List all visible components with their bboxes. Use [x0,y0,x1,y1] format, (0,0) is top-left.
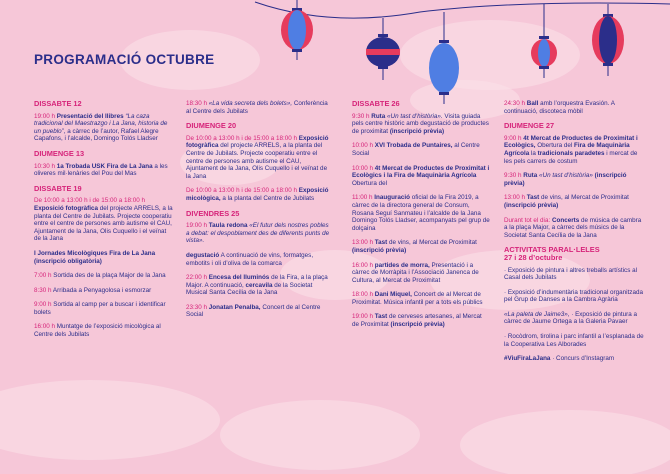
event-item [504,289,644,304]
event-time: 11:00 h [352,194,373,202]
event-item [352,142,490,157]
event-highlight: XVI Trobada de Puntaires, [374,142,453,150]
event-item [34,301,174,316]
event-text: Obertura del [537,142,573,150]
event-time: 19:00 h [34,112,56,120]
event-text: a càrrec de Jaume Ortega a la Galeria Pavaer [504,310,638,326]
event-text: al Centre dels Jubilats [186,107,248,115]
event-highlight: Ruta [371,112,386,120]
event-text: Visita guiada pels centre històric amb degustació de productes de proximitat [352,112,489,135]
event-item [34,163,174,178]
event-highlight: (inscripció prèvia) [390,321,445,329]
event-item [504,333,644,348]
event-text: de vins, al Mercat de Proximitat [541,194,629,202]
event-highlight: (inscripció prèvia) [504,201,559,209]
event-time: 24:30 h [504,100,526,107]
event-highlight: Ruta [523,172,538,180]
event-item [186,252,331,267]
event-item [352,239,490,254]
event-quote: «Un tast d’història». [387,112,443,120]
event-text: de vins, formatges, embotits i oli d’oliva de la comarca [186,251,314,267]
event-time: 22:00 h [186,274,208,282]
column-1 [34,100,174,346]
event-text: del projecte ARRELS, a la planta del Centre de Jubilats. Projecte cooperatiu entre el centre de persones amb autisme el CAU, Ajuntament de la Jana, Olis Cuquello i el veïnat de la Jana [34,204,173,243]
event-item [504,194,644,209]
page-title: PROGRAMACIÓ OCTUBRE [34,52,215,67]
event-item [504,311,644,326]
column-3 [352,100,490,336]
event-text: del projecte ARRELS, a la planta del Centre de Jubilats. Projecte cooperatiu entre el centre de persones amb autisme el CAU, Ajuntament de la Jana, Olis Cuquello i el veïnat de la Jana [186,142,328,180]
event-time: De 10:00 a 13:00 h i de 15:00 a 18:00 h [186,187,297,195]
event-highlight: 1a Trobada USK Fira de La Jana [56,162,153,170]
event-item [504,355,644,363]
event-text: amb l’orquestra Evasión. A continuació, discoteca mòbil [504,100,615,115]
event-highlight: Presentació del llibres [56,112,124,120]
day-heading: ACTIVITATS PARAL·LELES [504,245,600,255]
event-item [504,135,644,165]
event-item [34,272,174,280]
event-item [504,267,644,282]
event-text: al Centre Social [186,303,321,319]
event-highlight: Exposició micològica, [186,187,329,202]
event-item [504,217,644,240]
event-time: 23:30 h [186,303,208,311]
event-text: Sortida al camp per a buscar i identificar bolets [34,301,166,316]
event-text: al Centre Social [352,142,480,157]
event-text: A continuació [220,251,259,259]
day-heading: DISSABTE 26 [352,99,400,108]
event-text: de música de cambra a la plaça Major, a càrrec dels músics de la Societat Santa Cecília de la Jana [504,216,642,239]
event-quote: «La vida secreta dels bolets», [208,100,293,107]
event-time: 19:00 h [352,313,374,321]
event-item [504,172,644,187]
event-text: pels carrers de costum [513,157,578,165]
event-text: · Exposició d’indumentària tradicional organitzada pel Grup de Danses a la Cambra Agrària [504,288,643,304]
event-time: 19:00 h [186,222,208,230]
event-text: i mercat de les [504,149,638,165]
event-text: · Exposició de pintura i altres treballs artístics al Casal dels Jubilats [504,266,637,282]
event-time: 8:30 h [34,286,52,294]
event-highlight: degustació [186,251,220,259]
event-time: 13:00 h [352,239,374,247]
event-item [504,100,644,115]
event-time: 10:30 h [34,162,56,170]
event-time: 18:30 h [186,100,208,107]
event-time: Durant tot el dia: [504,216,551,224]
event-time: 13:00 h [504,194,526,202]
day-heading: DIUMENGE 13 [34,148,85,158]
event-highlight: Exposició fotogràfica [186,134,329,150]
event-item [186,274,331,297]
event-text: a la planta del Centre de Jubilats [222,194,315,202]
event-text: · Concurs d’Instagram [552,355,615,363]
event-text: de vins, al Mercat de Proximitat [389,239,477,247]
event-time: 16:00 h [34,323,56,331]
event-quote: «Un tast d’història» [539,172,593,180]
event-text: al Mercat de Proximitat. Música infantil per a tots els públics [352,291,483,306]
event-time: 9:00 h [504,134,522,142]
event-highlight: (inscripció prèvia) [504,172,627,187]
event-item [352,291,490,306]
event-highlight: (inscripció prèvia) [389,127,445,135]
column-4 [504,100,644,370]
day-heading: DIUMENGE 27 [504,121,555,131]
event-text: · Rocòdrom, tirolina i parc infantil a l’esplanada de la Cooperativa Les Alborades [504,333,644,348]
event-highlight: #ViuFiraLaJana [504,355,551,363]
event-highlight: I Jornades Micològiques Fira de La Jana (inscripció obligatòria) [34,249,156,265]
event-item [34,287,174,295]
column-2 [186,100,331,326]
event-highlight: Dani Miquel, [374,291,412,299]
event-item [352,313,490,328]
event-highlight: Inauguració [374,194,410,202]
event-highlight: Concerts [551,216,580,224]
event-highlight: Tast [374,239,388,247]
day-heading: DISSABTE 19 [34,183,82,193]
event-item [34,197,174,243]
cloud-decoration [0,380,220,460]
event-highlight: Tast [374,313,388,321]
day-subheading: 27 i 28 d’octubre [504,252,563,262]
event-item [186,100,331,115]
event-text: Concert de [262,303,294,311]
event-highlight: Tast [526,194,540,202]
event-highlight: Exposició fotogràfica [34,204,99,212]
event-text: · Exposició de pintura [571,310,632,318]
event-text: Arribada a Penyagolosa i esmorzar [52,286,152,294]
event-time: 18:00 h [352,291,374,299]
event-highlight: Encesa del lluminós [208,274,270,282]
event-time: 9:30 h [504,172,522,180]
event-highlight: 4t Mercat de Productes de Proximitat i Ecològics i la Fira de Maquinària Agrícola [352,164,490,180]
day-heading: DISSABTE 12 [34,99,82,108]
event-item [352,113,490,136]
event-time: 7:00 h [34,272,52,280]
event-text: Obertura del [352,179,388,187]
event-text: Muntatge de l’exposició micològica al Centre dels Jubilats [34,323,161,339]
event-item [352,165,490,188]
event-text: a les oliveres mil·lenàries del Pou del Mas [34,162,168,178]
event-text: Presentació i [431,261,468,269]
event-text: de la Fira, a la plaça Major. A continuació, [186,274,328,289]
event-quote: «El futur dels nostres pobles a debat: el despoblament des de diferents punts de vista». [186,222,330,245]
event-time: 9:00 h [34,301,52,309]
event-text: Sortida des de la plaça Major de la Jana [53,272,166,280]
event-item [186,222,331,245]
event-quote: “La caza tradicional del Maestrazgo i La Jana, historia de un pueblo”, [34,112,168,135]
event-highlight: tradicionals paradetes [537,149,605,157]
event-time: 16:00 h [352,261,374,269]
event-quote: «La paleta de Jaime3», [504,310,570,318]
event-item [352,194,490,232]
day-heading: DIVENDRES 25 [186,208,240,218]
event-item [352,262,490,285]
day-heading: DIUMENGE 20 [186,121,237,131]
event-item [186,135,331,181]
event-highlight: Jonatan Penalba, [208,303,261,311]
event-highlight: cercavila [245,281,273,289]
event-text: a càrrec de Morràpita i l’Associació Janenca de Cultura, al Mercat de Proximitat [352,261,479,284]
event-item [186,187,331,202]
event-time: 9:30 h [352,112,370,120]
event-highlight: Ball [526,100,539,107]
event-text: de la Societat Musical Santa Cecília de la Jana [186,281,313,297]
event-text: a càrrec de l’autor, Rafael Alegre Capafons, i l’alcalde, Domingo Tolós Lladser [34,127,159,143]
event-text: Conferència [293,100,328,107]
event-text: la [530,149,536,157]
event-item [34,113,174,143]
event-time: De 10:00 a 13:00 h i de 15:00 a 18:00 h [186,134,297,142]
event-highlight: 4t Mercat de Productes de Proximitat i Ecològics, [504,134,638,150]
event-time: 10:00 h [352,164,374,172]
event-text: oficial de la Fira 2019, a càrrec de la directora general de Consum, Rosana Seguí Sanmateu i l’alcalde de la Jana Domingo Tolós Lladser, acompanyats pel grup de dolçaina [352,194,490,232]
cloud-decoration [460,410,670,474]
cloud-decoration [220,400,420,470]
event-highlight: partides de morra, [374,261,430,269]
event-text: de cerveses artesanes, al Mercat de Proximitat [352,313,482,329]
event-item [186,304,331,319]
event-time: 10:00 h [352,142,374,150]
event-highlight: Taula redona [208,222,248,230]
event-highlight: (inscripció prèvia) [352,246,407,254]
event-item [34,323,174,338]
event-highlight: Fira de Maquinària Agrícola [504,142,630,157]
event-item [34,250,174,265]
event-time: De 10:00 a 13:00 h i de 15:00 a 18:00 h [34,197,145,205]
event-text: Concert de [413,291,445,299]
